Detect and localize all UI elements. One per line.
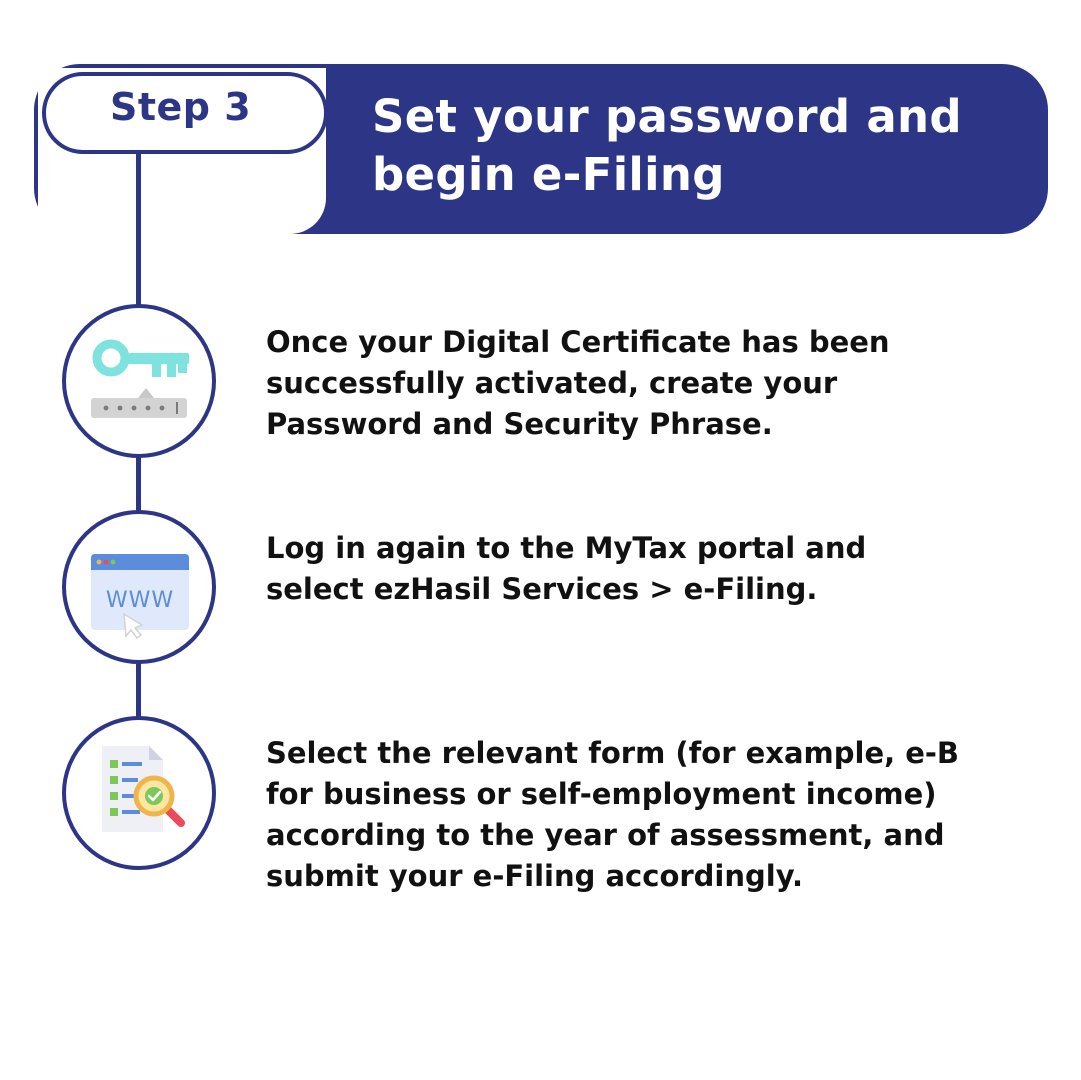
browser-www-icon [66, 514, 212, 660]
text-line: select ezHasil Services > e-Filing. [266, 572, 818, 606]
text-line: for business or self-employment income) [266, 777, 937, 811]
step-label: Step 3 [110, 85, 252, 129]
title-line: begin e-Filing [372, 148, 725, 201]
text-line: submit your e-Filing accordingly. [266, 859, 803, 893]
page-title [372, 88, 1012, 204]
text-line: Password and Security Phrase. [266, 407, 773, 441]
text-line: Once your Digital Certificate has been [266, 325, 890, 359]
step-2-text [266, 528, 1006, 610]
text-line: successfully activated, create your [266, 366, 838, 400]
document-check-magnifier-icon [66, 720, 212, 866]
step-icon-circle [62, 716, 216, 870]
step-3-text [266, 733, 1006, 897]
step-1-text [266, 322, 1006, 445]
text-line: according to the year of assessment, and [266, 818, 945, 852]
step-icon-circle [62, 304, 216, 458]
step-icon-circle [62, 510, 216, 664]
key-password-icon [66, 308, 212, 454]
title-line: Set your password and [372, 90, 962, 143]
text-line: Log in again to the MyTax portal and [266, 531, 867, 565]
text-line: Select the relevant form (for example, e-B [266, 736, 960, 770]
browser-www-text: WWW [105, 588, 175, 613]
